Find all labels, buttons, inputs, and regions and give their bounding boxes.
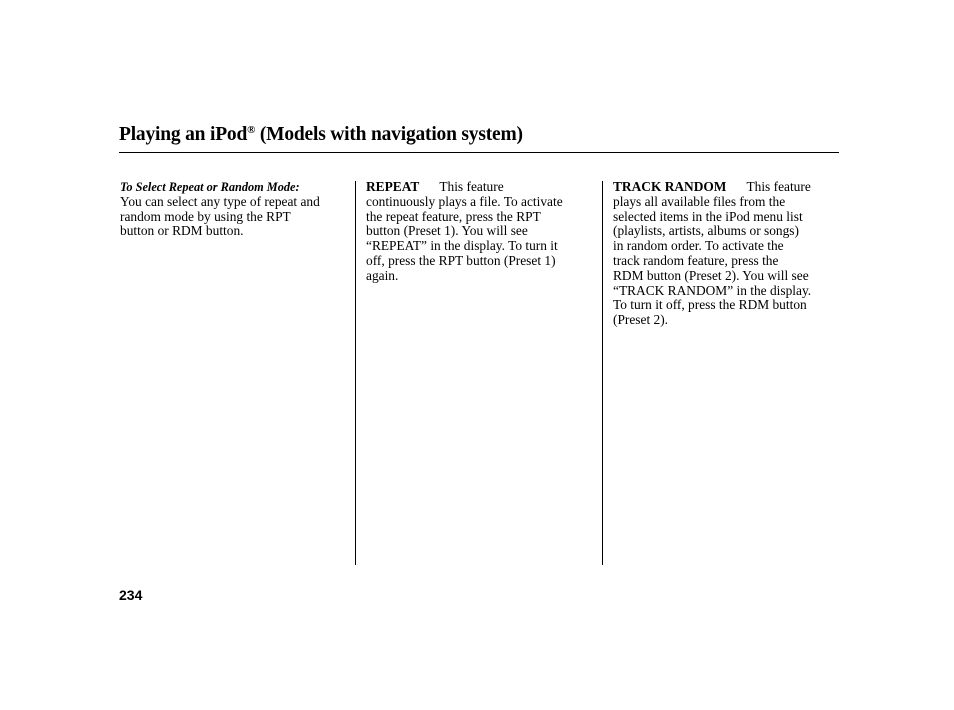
lead-line-text: This feature — [439, 179, 504, 194]
body-line: in random order. To activate the — [613, 238, 784, 254]
column-track-random — [613, 180, 841, 328]
title-text: Playing an iPod — [119, 124, 248, 145]
column-repeat — [366, 180, 598, 284]
body-line: “TRACK RANDOM” in the display. — [613, 282, 812, 298]
feature-name-repeat: REPEAT — [366, 179, 420, 194]
lead-line — [613, 180, 841, 195]
body-line: the repeat feature, press the RPT — [366, 208, 541, 224]
page-title — [119, 124, 523, 146]
column-select-mode — [120, 180, 354, 239]
body-line: RDM button (Preset 2). You will see — [613, 267, 809, 283]
column-divider — [355, 181, 356, 565]
column-divider — [602, 181, 603, 565]
title-rule — [119, 152, 839, 153]
lead-line-text: This feature — [746, 179, 811, 194]
body-line: “REPEAT” in the display. To turn it — [366, 238, 558, 254]
body-line: button (Preset 1). You will see — [366, 223, 528, 239]
body-line: button or RDM button. — [120, 223, 244, 239]
body-line: track random feature, press the — [613, 252, 779, 268]
section-subheading: To Select Repeat or Random Mode: — [120, 180, 300, 194]
body-line: continuously plays a file. To activate — [366, 193, 563, 209]
body-line: selected items in the iPod menu list — [613, 208, 803, 224]
body-line: (playlists, artists, albums or songs) — [613, 223, 799, 239]
body-line: again. — [366, 267, 399, 283]
body-line: (Preset 2). — [613, 312, 669, 328]
body-line: random mode by using the RPT — [120, 208, 291, 224]
page-number: 234 — [119, 587, 143, 603]
body-line: You can select any type of repeat and — [120, 193, 320, 209]
feature-name-track-random: TRACK RANDOM — [613, 179, 727, 194]
lead-line — [366, 180, 598, 195]
title-subtitle: (Models with navigation system) — [255, 124, 523, 145]
registered-mark: ® — [247, 124, 256, 136]
body-line: plays all available files from the — [613, 193, 786, 209]
body-line: off, press the RPT button (Preset 1) — [366, 252, 556, 268]
body-line: To turn it off, press the RDM button — [613, 297, 807, 313]
